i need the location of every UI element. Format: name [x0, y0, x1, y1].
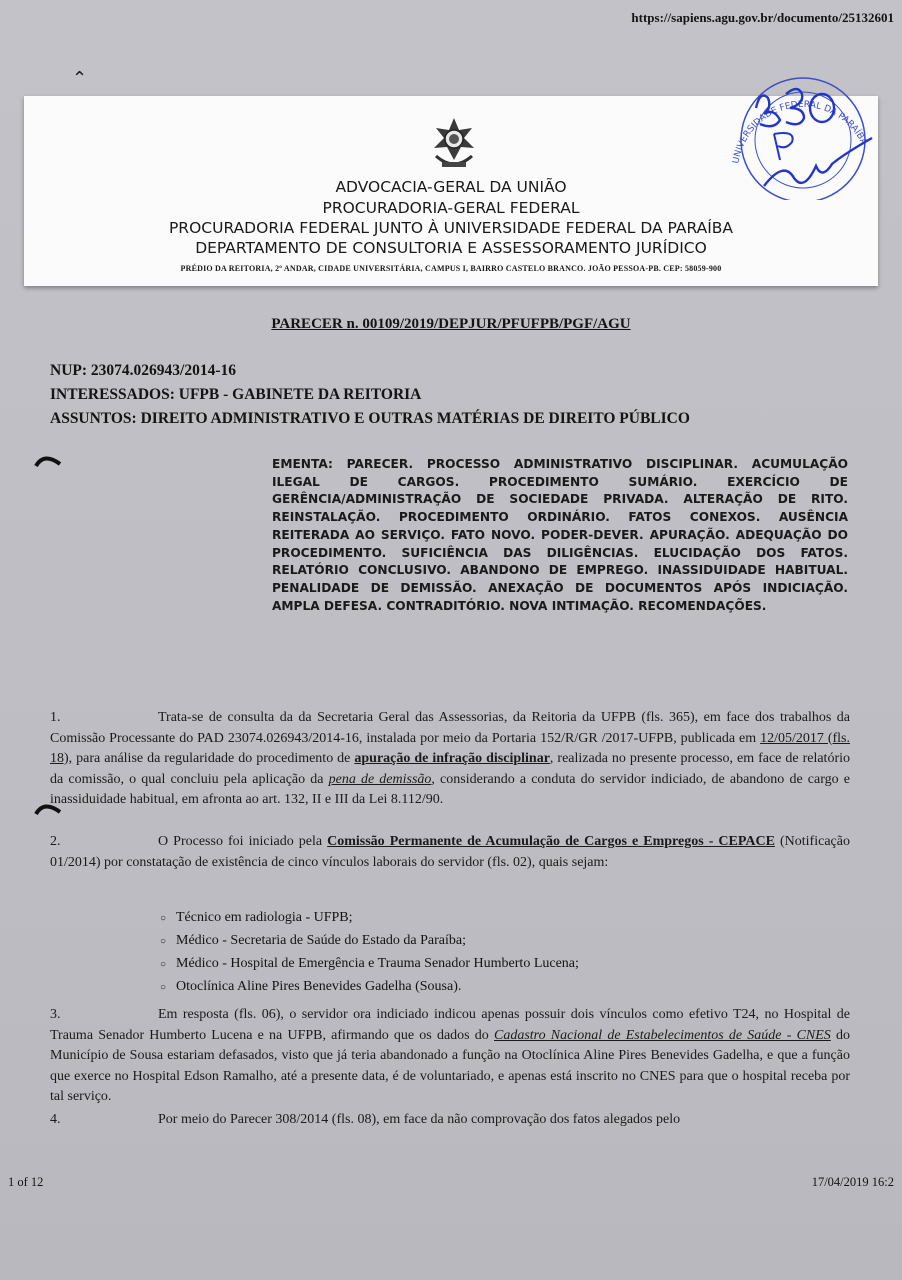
header-line-3: PROCURADORIA FEDERAL JUNTO À UNIVERSIDADE FEDERAL DA PARAÍBA: [168, 219, 734, 237]
bold-underlined-text: Comissão Permanente de Acumulação de Cargos e Empregos - CEPACE: [327, 834, 775, 849]
italic-underlined-text: Cadastro Nacional de Estabelecimentos de Saúde - CNES: [494, 1027, 831, 1043]
print-datetime: 17/04/2019 16:2: [811, 1175, 894, 1189]
text-run: (Notificação 01/2014) por constatação de existência de cinco vínculos laborais do servidor (fls. 02), quais sejam:: [50, 834, 850, 870]
paragraph-1: [50, 708, 850, 811]
text-run: O Processo foi iniciado pela: [158, 834, 328, 849]
scan-curl-mark: [34, 800, 62, 816]
italic-underlined-text: pena de demissão: [328, 771, 432, 787]
nup-line: NUP: 23074.026943/2014-16: [50, 362, 236, 379]
paragraph-number: 3.: [50, 1007, 61, 1022]
coat-of-arms-icon: [428, 116, 480, 170]
ementa-block: EMENTA: PARECER. PROCESSO ADMINISTRATIVO DISCIPLINAR. ACUMULAÇÃO ILEGAL DE CARGOS. PROCEDIMENTO SUMÁRIO. EXERCÍCIO DE GERÊNCIA/ADMINISTRAÇÃO DE SOCIEDADE PRIVADA. ALTERAÇÃO DE RITO. REINSTALAÇÃO. PROCEDIMENTO ORDINÁRIO. FATOS CONEXOS. AUSÊNCIA REITERADA AO SERVIÇO. FATO NOVO. PODER-DEVER. APURAÇÃO. ADEQUAÇÃO DO PROCEDIMENTO. SUFICIÊNCIA DAS DILIGÊNCIAS. ELUCIDAÇÃO DOS FATOS. RELATÓRIO CONCLUSIVO. ABANDONO DE EMPREGO. INASSIDUIDADE HABITUAL. PENALIDADE DE DEMISSÃO. ANEXAÇÃO DE DOCUMENTOS APÓS INDICIAÇÃO. AMPLA DEFESA. CONTRADITÓRIO. NOVA INTIMAÇÃO. RECOMENDAÇÕES.: [272, 457, 848, 613]
list-item: ○ Médico - Hospital de Emergência e Trauma Senador Humberto Lucena;: [160, 953, 579, 976]
list-item: ○ Técnico em radiologia - UFPB;: [160, 907, 579, 930]
list-item: ○ Médico - Secretaria de Saúde do Estado da Paraíba;: [160, 930, 579, 953]
underlined-text: 12/05/2017 (fls. 18),: [50, 730, 850, 766]
text-run: do Município de Sousa estariam defasados, visto que já teria abandonado a função na Otoclínica Aline Pires Benevides Gadelha, e que a função que exerce no Hospital Edson Ramalho, até a presente data, é de voluntariado, e apenas está inscrito no CNES para que o hospital receba por tal serviço.: [50, 1027, 850, 1104]
bond-list: [160, 907, 579, 999]
list-item: ○ Otoclínica Aline Pires Benevides Gadelha (Sousa).: [160, 976, 579, 999]
paragraph-number: 4.: [50, 1112, 61, 1127]
bullet-icon: ○: [160, 936, 167, 947]
text-run: Por meio do Parecer 308/2014 (fls. 08), em face da não comprovação dos fatos alegados pelo: [158, 1112, 681, 1127]
document-title: PARECER n. 00109/2019/DEPJUR/PFUFPB/PGF/AGU: [271, 316, 631, 332]
text-run: , realizada no presente processo, em face de relatório da comissão, o qual concluiu pela aplicação da: [50, 751, 850, 787]
protocol-stamp: [724, 68, 884, 200]
paragraph-3: [50, 1005, 850, 1108]
paragraph-number: 2.: [50, 834, 61, 849]
svg-text:UNIVERSIDADE FEDERAL DA PARAÍB: UNIVERSIDADE FEDERAL DA PARAÍBA: [731, 99, 869, 165]
bullet-icon: ○: [160, 913, 167, 924]
header-line-4: DEPARTAMENTO DE CONSULTORIA E ASSESSORAMENTO JURÍDICO: [195, 239, 707, 257]
bullet-icon: ○: [160, 982, 167, 993]
scan-mark: ⌃: [72, 68, 88, 88]
paragraph-2: [50, 832, 850, 873]
page-counter: 1 of 12: [8, 1175, 44, 1189]
text-run: para análise da regularidade do procedimento de: [72, 751, 355, 766]
paragraph-number: 1.: [50, 710, 61, 725]
scan-curl-mark: [34, 452, 62, 468]
interessados-line: INTERESSADOS: UFPB - GABINETE DA REITORIA: [50, 386, 422, 403]
bullet-icon: ○: [160, 959, 167, 970]
source-url: https://sapiens.agu.gov.br/documento/25132601: [631, 10, 894, 25]
text-run: , considerando a conduta do servidor indiciado, de abandono de cargo e inassiduidade habitual, em afronta ao art. 132, II e III da Lei 8.112/90.: [50, 771, 850, 807]
bold-underlined-text: apuração de infração disciplinar: [354, 751, 550, 766]
text-run: Trata-se de consulta da da Secretaria Geral das Assessorias, da Reitoria da UFPB (fls. 365), em face dos trabalhos da Comissão Processante do PAD 23074.026943/2014-16, instalada por meio da Portaria 152/R/GR /2017-UFPB, publicada em: [50, 710, 850, 746]
assuntos-line: ASSUNTOS: DIREITO ADMINISTRATIVO E OUTRAS MATÉRIAS DE DIREITO PÚBLICO: [50, 410, 690, 427]
text-run: Em resposta (fls. 06), o servidor ora indiciado indicou apenas possuir dois vínculos como efetivo T24, no Hospital de Trauma Senador Humberto Lucena e na UFPB, afirmando que os dados do: [50, 1007, 850, 1043]
header-address: PRÉDIO DA REITORIA, 2º ANDAR, CIDADE UNIVERSITÁRIA, CAMPUS I, BAIRRO CASTELO BRANCO. JOÃO PESSOA-PB. CEP: 58059-900: [180, 264, 722, 273]
header-line-2: PROCURADORIA-GERAL FEDERAL: [322, 199, 580, 217]
paragraph-4: [50, 1110, 850, 1131]
header-line-1: ADVOCACIA-GERAL DA UNIÃO: [335, 178, 567, 196]
